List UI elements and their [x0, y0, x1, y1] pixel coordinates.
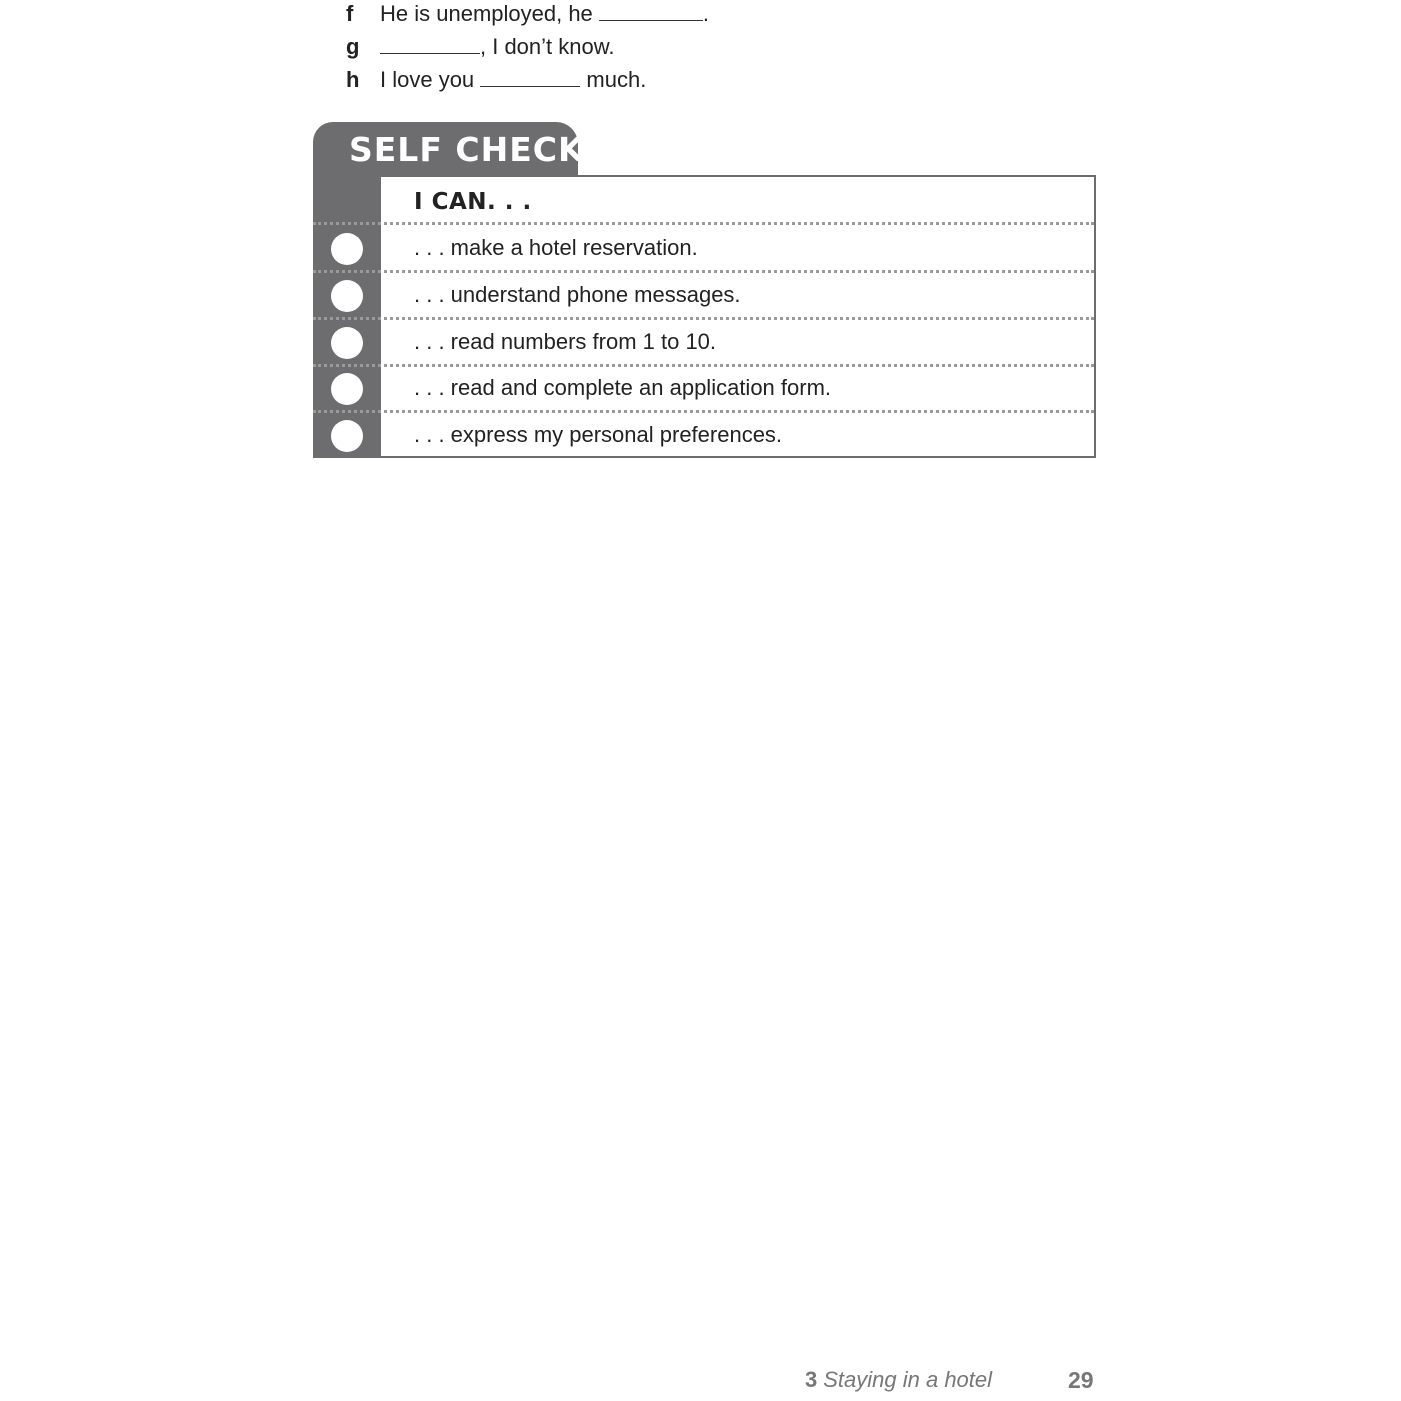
self-check-item-text: . . . understand phone messages.: [414, 282, 741, 307]
exercise-letter: g: [346, 34, 360, 59]
self-check-header-row: [313, 177, 1096, 223]
self-check-item-text: . . . read and complete an application form.: [414, 375, 832, 400]
check-circle[interactable]: [331, 327, 363, 359]
answer-blank[interactable]: [599, 2, 703, 21]
self-check-item: [313, 412, 1096, 458]
exercise-text-after: much.: [580, 67, 647, 92]
exercise-text-before: I love you: [380, 67, 481, 92]
exercise-text-before: He is unemployed, he: [380, 1, 599, 26]
self-check-item: [313, 365, 1096, 411]
self-check-item-text: . . . express my personal preferences.: [414, 422, 783, 447]
answer-blank[interactable]: [480, 68, 580, 87]
check-circle[interactable]: [331, 373, 363, 405]
exercise-h: [346, 67, 646, 93]
check-circle[interactable]: [331, 420, 363, 452]
check-circle[interactable]: [331, 233, 363, 265]
exercise-letter: h: [346, 67, 360, 92]
self-check-tab: [313, 122, 585, 178]
self-check-item-text: . . . make a hotel reservation.: [414, 235, 698, 260]
chapter-number: 3: [805, 1367, 818, 1392]
running-footer: [805, 1367, 992, 1393]
exercise-text-after: .: [702, 1, 710, 26]
self-check-item-text: . . . read numbers from 1 to 10.: [414, 329, 717, 354]
self-check-header: I CAN. . .: [414, 189, 532, 215]
self-check-item: [313, 225, 1096, 271]
answer-blank[interactable]: [380, 35, 480, 54]
self-check-title: SELF CHECK: [349, 130, 585, 169]
page-number: 29: [1068, 1367, 1094, 1393]
exercise-g: [346, 34, 615, 60]
self-check-item: [313, 319, 1096, 365]
check-circle[interactable]: [331, 280, 363, 312]
self-check-item: [313, 272, 1096, 318]
exercise-letter: f: [346, 1, 354, 26]
exercise-f: [346, 1, 709, 27]
exercise-text-after: , I don’t know.: [480, 34, 615, 59]
chapter-title: Staying in a hotel: [823, 1367, 993, 1392]
